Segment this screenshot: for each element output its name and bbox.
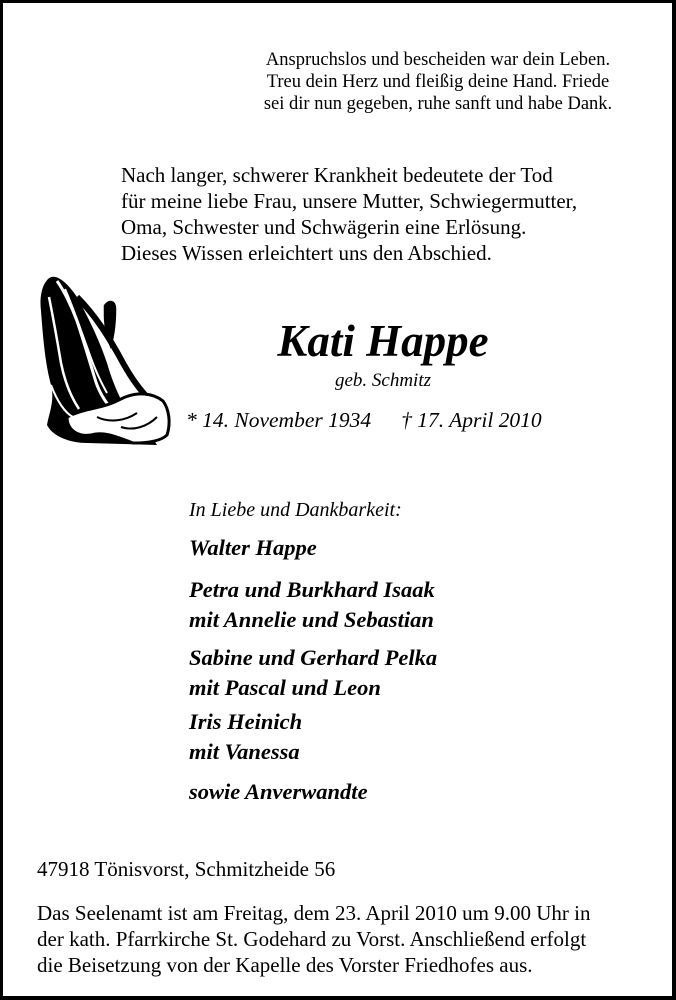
intro-paragraph <box>121 162 577 266</box>
poem-line: Treu dein Herz und fleißig deine Hand. Friede <box>266 72 610 92</box>
service-line: die Beisetzung von der Kapelle des Vorster Friedhofes aus. <box>37 953 533 977</box>
poem-line: Anspruchslos und bescheiden war dein Leben. <box>265 50 611 70</box>
service-line: der kath. Pfarrkirche St. Godehard zu Vorst. Anschließend erfolgt <box>37 927 587 951</box>
mourner-line: Petra und Burkhard Isaak <box>189 577 435 602</box>
mourner-line: Sabine und Gerhard Pelka <box>189 645 438 670</box>
address: 47918 Tönisvorst, Schmitzheide 56 <box>37 857 336 881</box>
praying-hands-icon <box>37 267 177 447</box>
mourners-lead: In Liebe und Dankbarkeit: <box>189 499 402 521</box>
intro-line: für meine liebe Frau, unsere Mutter, Schwiegermutter, <box>121 189 578 213</box>
intro-line: Oma, Schwester und Schwägerin eine Erlösung. <box>121 215 527 239</box>
mourner-line: mit Pascal und Leon <box>189 675 381 700</box>
birth-date: * 14. November 1934 <box>186 408 372 432</box>
intro-line: Dieses Wissen erleichtert uns den Abschied. <box>121 241 492 265</box>
mourner-line: Iris Heinich <box>189 709 303 734</box>
service-line: Das Seelenamt ist am Freitag, dem 23. April 2010 um 9.00 Uhr in <box>37 901 591 925</box>
mourners-list <box>189 497 437 807</box>
mourner-line: sowie Anverwandte <box>189 779 368 804</box>
poem-line: sei dir nun gegeben, ruhe sanft und habe Dank. <box>263 94 613 114</box>
mourner-line: mit Vanessa <box>189 739 300 764</box>
death-date: † 17. April 2010 <box>401 408 542 432</box>
deceased-name: Kati Happe <box>277 316 489 366</box>
maiden-name: geb. Schmitz <box>334 370 432 391</box>
life-dates <box>186 407 542 433</box>
poem-verse <box>229 49 647 115</box>
mourner-line: Walter Happe <box>189 535 317 560</box>
intro-line: Nach langer, schwerer Krankheit bedeutete der Tod <box>121 163 553 187</box>
service-info <box>37 900 591 978</box>
mourner-line: mit Annelie und Sebastian <box>189 607 434 632</box>
